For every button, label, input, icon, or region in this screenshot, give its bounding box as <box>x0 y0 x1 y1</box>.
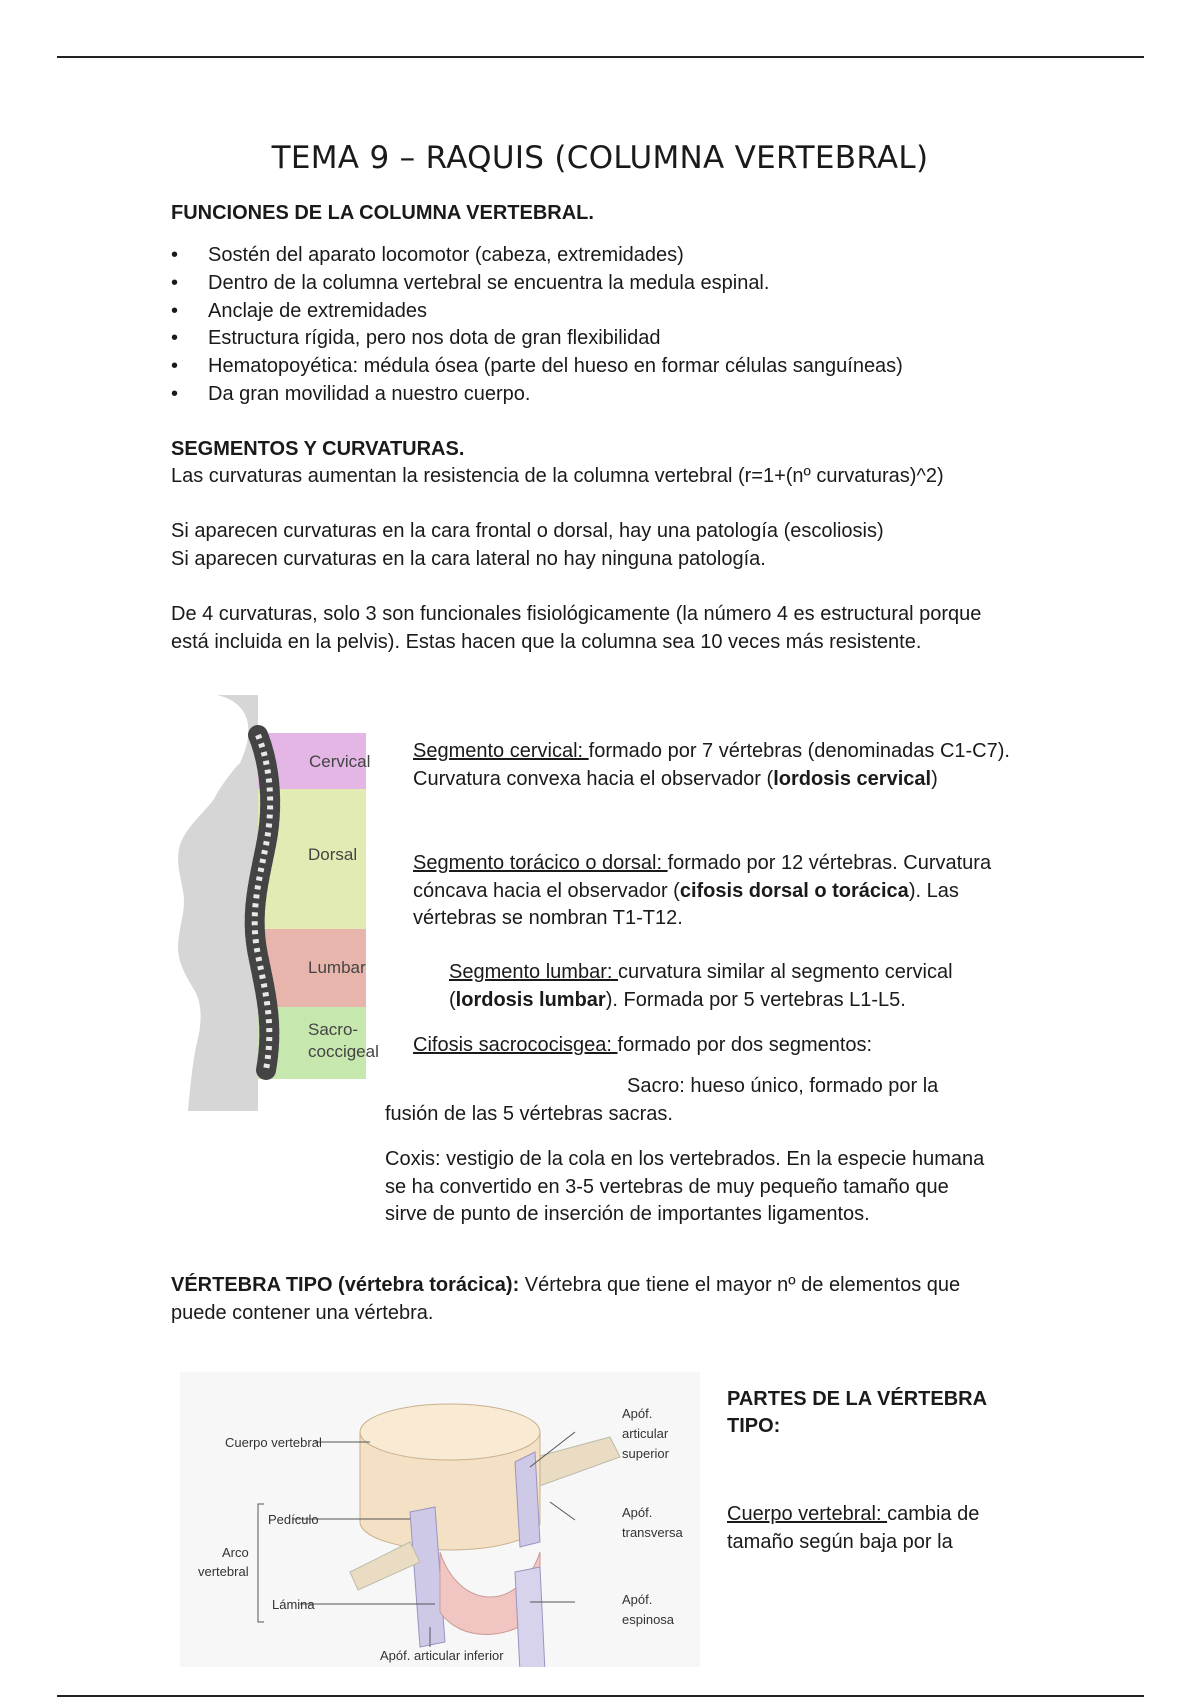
toracico-paragraph: Segmento torácico o dorsal: formado por 12 vértebras. Curvatura cóncava hacia el observador (cifosis dorsal o torácica). Las vértebras se nombran T1-T12. <box>413 852 992 929</box>
label-lamina: Lámina <box>272 1597 315 1612</box>
funciones-list <box>171 242 903 409</box>
spine-figure <box>166 695 396 1115</box>
list-item: • Hematopoyética: médula ósea (parte del hueso en formar células sanguíneas) <box>171 353 903 381</box>
label-coccigeal: coccigeal <box>308 1042 379 1061</box>
label-art-sup-b: articular <box>622 1426 669 1441</box>
vertebral-body-top <box>360 1404 540 1460</box>
segmentos-paragraph-1: Las curvaturas aumentan la resistencia de la columna vertebral (r=1+(nº curvaturas)^2) <box>171 465 944 487</box>
segmentos-paragraph-2b: Si aparecen curvaturas en la cara lateral no hay ninguna patología. <box>171 548 766 570</box>
cervical-paragraph: Segmento cervical: formado por 7 vértebras (denominadas C1-C7). Curvatura convexa hacia el observador (lordosis cervical) <box>413 740 1010 790</box>
sacro-term: Cifosis sacrococisgea: <box>413 1034 618 1056</box>
superior-articular <box>515 1452 540 1547</box>
label-espin-a: Apóf. <box>622 1592 653 1607</box>
page-title: TEMA 9 – RAQUIS (COLUMNA VERTEBRAL) <box>271 140 929 176</box>
funciones-heading: FUNCIONES DE LA COLUMNA VERTEBRAL. <box>171 202 594 224</box>
spinous-process <box>515 1567 545 1667</box>
label-espin-b: espinosa <box>622 1612 675 1627</box>
label-lumbar: Lumbar <box>308 958 366 977</box>
label-art-inf: Apóf. articular inferior <box>380 1648 504 1663</box>
label-art-sup-a: Apóf. <box>622 1406 653 1421</box>
label-transv-b: transversa <box>622 1525 683 1540</box>
label-arco-a: Arco <box>222 1545 249 1560</box>
segmentos-heading: SEGMENTOS Y CURVATURAS. <box>171 438 465 460</box>
label-cuerpo: Cuerpo vertebral <box>225 1435 322 1450</box>
toracico-term: Segmento torácico o dorsal: <box>413 852 668 874</box>
list-item: • Dentro de la columna vertebral se encuentra la medula espinal. <box>171 270 903 298</box>
list-item: • Da gran movilidad a nuestro cuerpo. <box>171 381 903 409</box>
top-rule <box>57 56 1144 58</box>
list-item: • Estructura rígida, pero nos dota de gran flexibilidad <box>171 325 903 353</box>
coxis-paragraph: Coxis: vestigio de la cola en los vertebrados. En la especie humana se ha convertido en 3-5 vertebras de muy pequeño tamaño que sirve de punto de inserción de importantes ligamentos. <box>385 1148 985 1225</box>
label-cervical: Cervical <box>309 752 371 771</box>
vertebra-tipo-paragraph: VÉRTEBRA TIPO (vértebra torácica): Vértebra que tiene el mayor nº de elementos que puede contener una vértebra. <box>171 1274 961 1324</box>
partes-cuerpo-paragraph: Cuerpo vertebral: cambia de tamaño según baja por la <box>727 1503 980 1553</box>
lumbar-term: Segmento lumbar: <box>449 961 618 983</box>
cervical-term: Segmento cervical: <box>413 740 589 762</box>
label-transv-a: Apóf. <box>622 1505 653 1520</box>
sacro-detail-b: fusión de las 5 vértebras sacras. <box>385 1103 673 1125</box>
list-item: • Anclaje de extremidades <box>171 298 903 326</box>
sacro-paragraph: Cifosis sacrococisgea: formado por dos segmentos: <box>413 1034 873 1056</box>
vertebra-figure <box>180 1372 700 1667</box>
label-art-sup-c: superior <box>622 1446 669 1461</box>
partes-heading-a: PARTES DE LA VÉRTEBRA <box>727 1388 988 1410</box>
label-dorsal: Dorsal <box>308 845 358 864</box>
partes-cuerpo-term: Cuerpo vertebral: <box>727 1503 888 1525</box>
segmentos-paragraph-3: De 4 curvaturas, solo 3 son funcionales fisiológicamente (la número 4 es estructural porque está incluida en la pelvis). Estas hacen que la columna sea 10 veces más resistente. <box>171 603 982 653</box>
bottom-rule <box>57 1695 1144 1697</box>
partes-heading-b: TIPO: <box>727 1415 781 1437</box>
label-sacro: Sacro- <box>308 1020 359 1039</box>
sacro-detail-a: Sacro: hueso único, formado por la <box>627 1075 939 1097</box>
lumbar-paragraph: Segmento lumbar: curvatura similar al segmento cervical (lordosis lumbar). Formada por 5 vertebras L1-L5. <box>449 961 953 1011</box>
label-pediculo: Pedículo <box>268 1512 319 1527</box>
label-arco-b: vertebral <box>198 1564 249 1579</box>
list-item: • Sostén del aparato locomotor (cabeza, extremidades) <box>171 242 903 270</box>
segmentos-paragraph-2a: Si aparecen curvaturas en la cara frontal o dorsal, hay una patología (escoliosis) <box>171 520 884 542</box>
